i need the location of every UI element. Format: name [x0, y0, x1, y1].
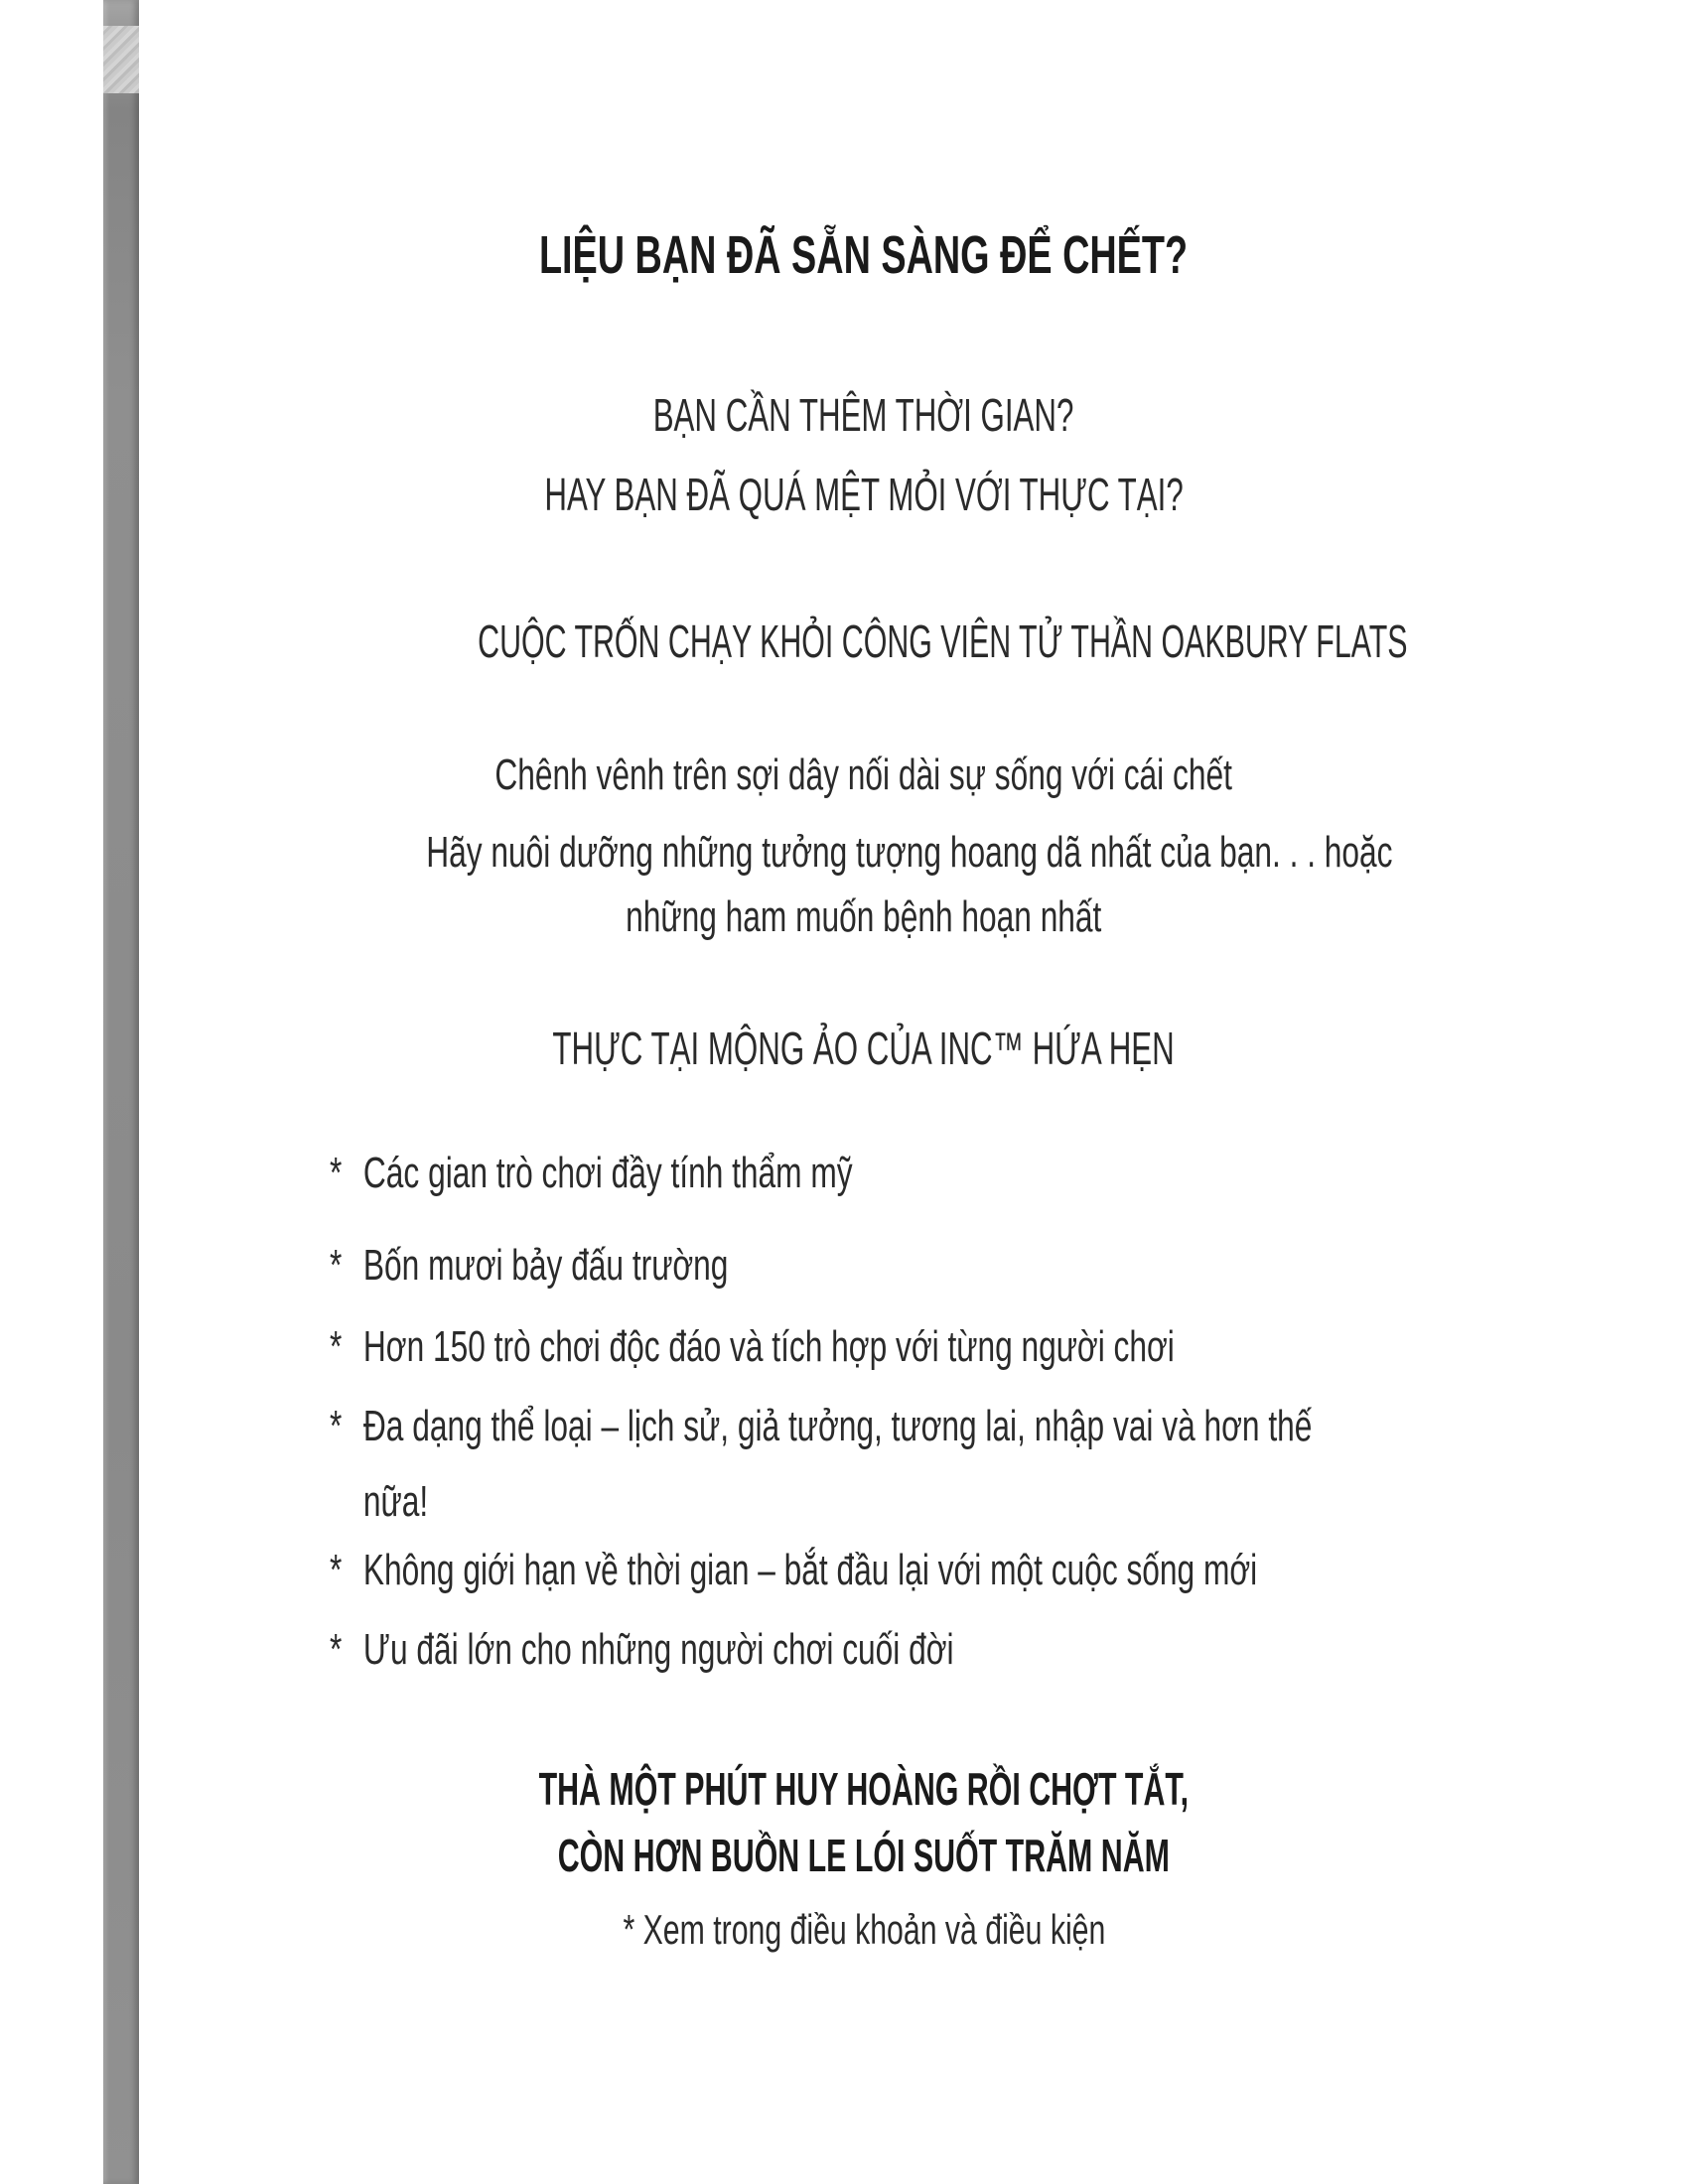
park-title — [238, 615, 1489, 668]
bullet-marker: * — [330, 1322, 343, 1371]
bullet-text — [363, 1401, 1312, 1528]
tagline-line-1 — [238, 751, 1489, 801]
slogan-line-2-text: CÒN HƠN BUỒN LE LÓI SUỐT TRĂM NĂM — [557, 1830, 1171, 1881]
bullet-row — [330, 1240, 728, 1292]
bullet-text — [363, 1624, 954, 1676]
page-spine-edge — [103, 0, 139, 2184]
bullet-text — [363, 1545, 1257, 1596]
promise-heading-text: THỰC TẠI MỘNG ẢO CỦA INC™ HỨA HẸN — [552, 1023, 1176, 1074]
bullet-marker: * — [330, 1402, 343, 1450]
tagline-line-1-text: Chênh vênh trên sợi dây nối dài sự sống với cái chết — [494, 751, 1233, 799]
bullet-item-1 — [330, 1148, 1055, 1199]
bullet-line: Ưu đãi lớn cho những người chơi cuối đời — [362, 1625, 954, 1674]
bullet-line: Các gian trò chơi đầy tính thẩm mỹ — [362, 1149, 853, 1197]
bullet-item-3 — [330, 1321, 1503, 1373]
bullet-row — [330, 1401, 1312, 1528]
terms-footnote-text: * Xem trong điều khoản và điều kiện — [623, 1906, 1105, 1953]
bullet-row — [330, 1321, 1175, 1373]
question-line-1-text: BẠN CẦN THÊM THỜI GIAN? — [653, 389, 1074, 441]
slogan-line-1 — [238, 1763, 1489, 1816]
bullet-text — [363, 1321, 1175, 1373]
slogan-line-2 — [238, 1830, 1489, 1882]
promise-heading — [238, 1023, 1489, 1075]
bullet-row — [330, 1545, 1257, 1596]
bullet-row — [330, 1624, 954, 1676]
terms-footnote — [238, 1906, 1489, 1954]
headline-text: LIỆU BẠN ĐÃ SẴN SÀNG ĐỂ CHẾT? — [539, 225, 1189, 285]
question-line-2-text: HAY BẠN ĐÃ QUÁ MỆT MỎI VỚI THỰC TẠI? — [544, 469, 1184, 520]
bullet-line: Không giới hạn về thời gian – bắt đầu lại với một cuộc sống mới — [362, 1546, 1258, 1594]
slogan-line-1-text: THÀ MỘT PHÚT HUY HOÀNG RỒI CHỢT TẮT, — [538, 1763, 1190, 1815]
question-line-1 — [238, 389, 1489, 442]
tagline-line-2-text: Hãy nuôi dưỡng những tưởng tượng hoang dã nhất của bạn. . . hoặc — [426, 828, 1393, 877]
bullet-marker: * — [330, 1241, 343, 1290]
bullet-item-2 — [330, 1240, 884, 1292]
bullet-text — [363, 1240, 728, 1292]
bullet-item-4 — [330, 1401, 1688, 1528]
park-title-text: CUỘC TRỐN CHẠY KHỎI CÔNG VIÊN TỬ THẦN OAKBURY FLATS — [478, 615, 1408, 667]
bullet-marker: * — [330, 1149, 343, 1197]
bullet-line: Bốn mươi bảy đấu trường — [362, 1241, 729, 1290]
bullet-marker: * — [330, 1625, 343, 1674]
bullet-line: Hơn 150 trò chơi độc đáo và tích hợp với từng người chơi — [362, 1322, 1175, 1371]
tagline-line-3 — [238, 892, 1489, 943]
bullet-line: Đa dạng thể loại – lịch sử, giả tưởng, tương lai, nhập vai và hơn thế — [362, 1402, 1313, 1450]
bullet-item-5 — [330, 1545, 1618, 1596]
bullet-line-continuation: nữa! — [362, 1476, 429, 1526]
question-line-2 — [238, 469, 1489, 521]
spine-top-texture — [103, 26, 139, 93]
bullet-row — [330, 1148, 853, 1199]
bullet-marker: * — [330, 1546, 343, 1594]
tagline-line-2 — [238, 828, 1489, 879]
headline — [238, 224, 1489, 286]
tagline-line-3-text: những ham muốn bệnh hoạn nhất — [626, 892, 1102, 941]
bullet-text — [363, 1148, 853, 1199]
bullet-item-6 — [330, 1624, 1196, 1676]
